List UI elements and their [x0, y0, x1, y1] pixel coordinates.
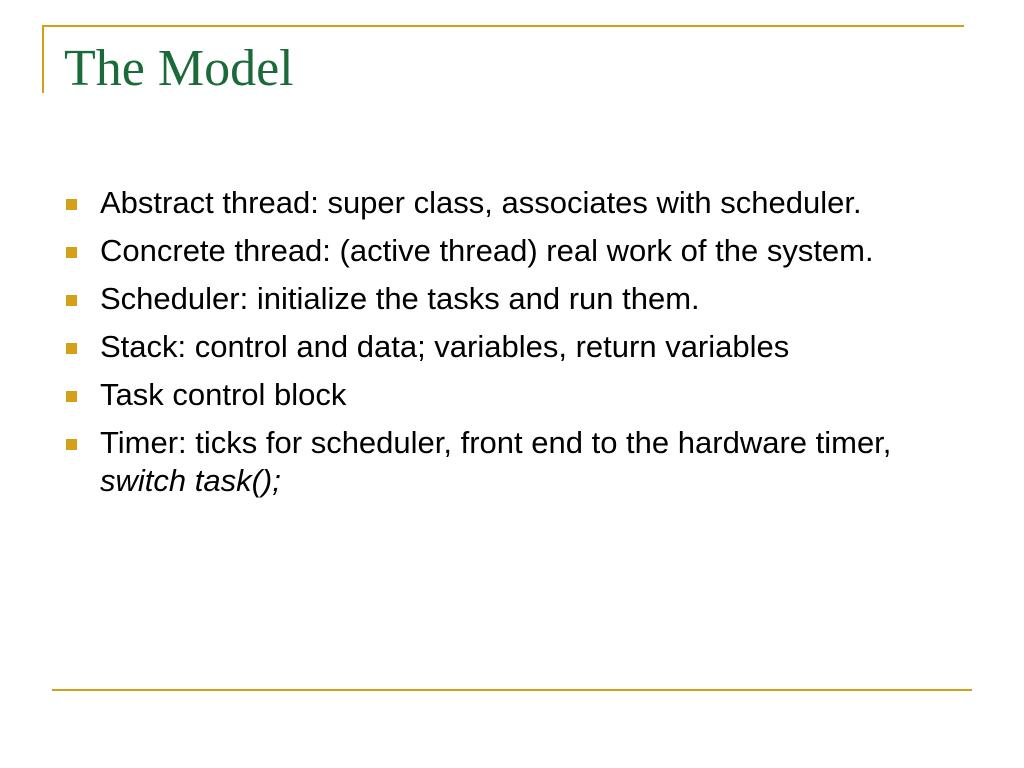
bullet-text — [100, 425, 891, 498]
bullet-item — [64, 328, 964, 366]
bullet-text: Task control block — [100, 377, 347, 412]
bullet-item — [64, 280, 964, 318]
bullet-text: Abstract thread: super class, associates with scheduler. — [100, 185, 862, 220]
bullet-text: Scheduler: initialize the tasks and run them. — [100, 281, 700, 316]
bullet-text-italic: switch task(); — [100, 463, 281, 498]
bullet-list — [64, 184, 964, 510]
square-bullet-icon — [66, 247, 77, 258]
bullet-item — [64, 376, 964, 414]
bullet-item — [64, 184, 964, 222]
square-bullet-icon — [66, 295, 77, 306]
bullet-item — [64, 424, 964, 500]
bottom-rule-line — [52, 689, 972, 691]
frame-vertical-line — [42, 25, 44, 93]
square-bullet-icon — [66, 439, 77, 450]
frame-top-line — [42, 25, 964, 27]
bullet-text: Stack: control and data; variables, return variables — [100, 329, 790, 364]
bullet-text-plain: Timer: ticks for scheduler, front end to the hardware timer, — [100, 425, 892, 460]
bullet-item — [64, 232, 964, 270]
square-bullet-icon — [66, 199, 77, 210]
slide-title: The Model — [64, 40, 294, 97]
square-bullet-icon — [66, 391, 77, 402]
square-bullet-icon — [66, 343, 77, 354]
bullet-text: Concrete thread: (active thread) real work of the system. — [100, 233, 874, 268]
